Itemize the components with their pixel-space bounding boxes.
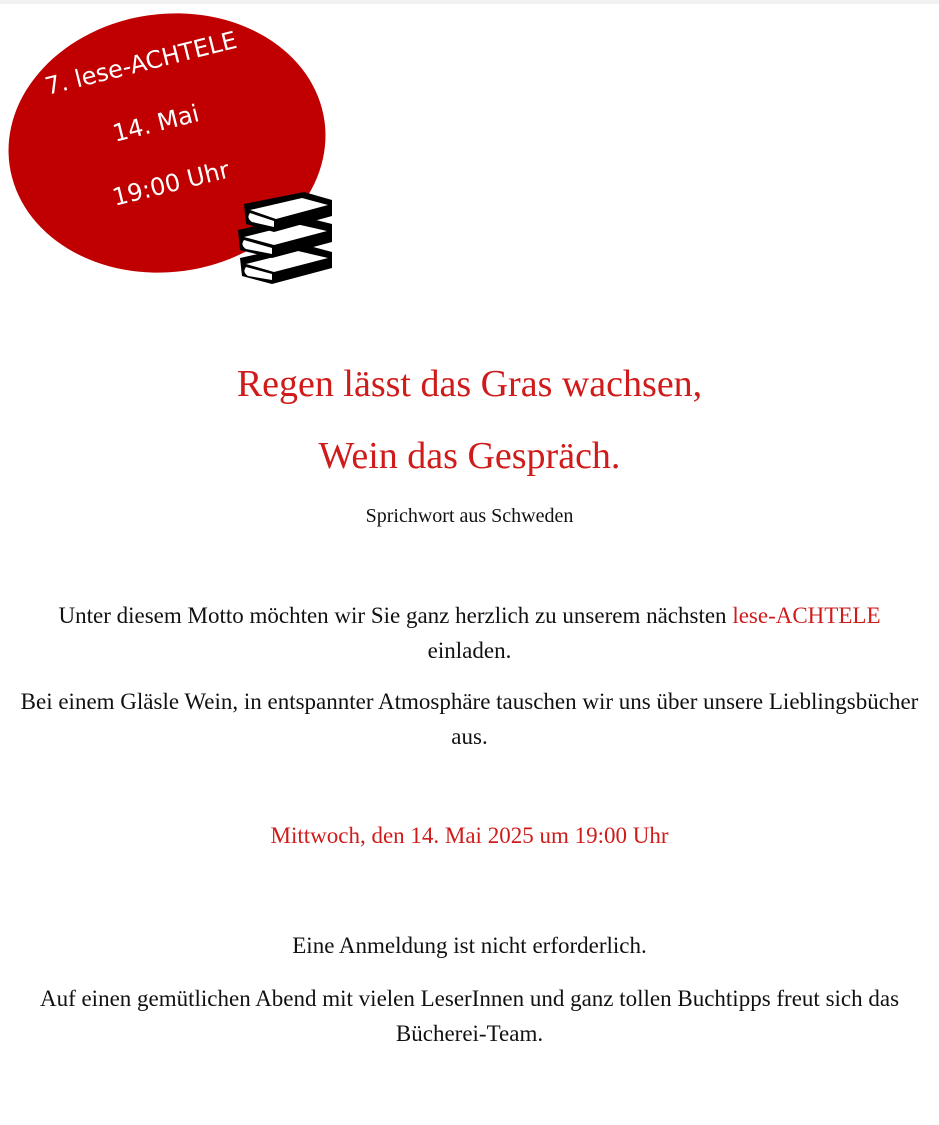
motto-line-2: Wein das Gespräch.: [318, 435, 621, 477]
books-icon: [232, 188, 340, 292]
registration-note: Eine Anmeldung ist nicht erforderlich.: [292, 933, 647, 958]
motto-line-1: Regen lässt das Gras wachsen,: [236, 363, 703, 405]
top-strip: [0, 0, 939, 4]
invitation-paragraph: [20, 598, 919, 668]
badge-event-name: 7. lese-ACHTELE: [42, 25, 240, 101]
badge-time: 19:00 Uhr: [109, 155, 233, 212]
invitation-text-end: einladen.: [427, 638, 512, 663]
event-date: Mittwoch, den 14. Mai 2025 um 19:00 Uhr: [270, 823, 669, 848]
badge-date: 14. Mai: [109, 99, 202, 148]
closing-paragraph: Auf einen gemütlichen Abend mit vielen LeserInnen und ganz tollen Buchtipps freut sich das Bücherei-Team.: [39, 986, 900, 1046]
motto-source: Sprichwort aus Schweden: [365, 505, 574, 527]
invitation-text: Unter diesem Motto möchten wir Sie ganz herzlich zu unserem nächsten: [58, 603, 733, 628]
event-name-highlight: lese-ACHTELE: [732, 603, 881, 628]
description-paragraph: Bei einem Gläsle Wein, in entspannter Atmosphäre tauschen wir uns über unsere Lieblingsbücher aus.: [20, 689, 919, 749]
